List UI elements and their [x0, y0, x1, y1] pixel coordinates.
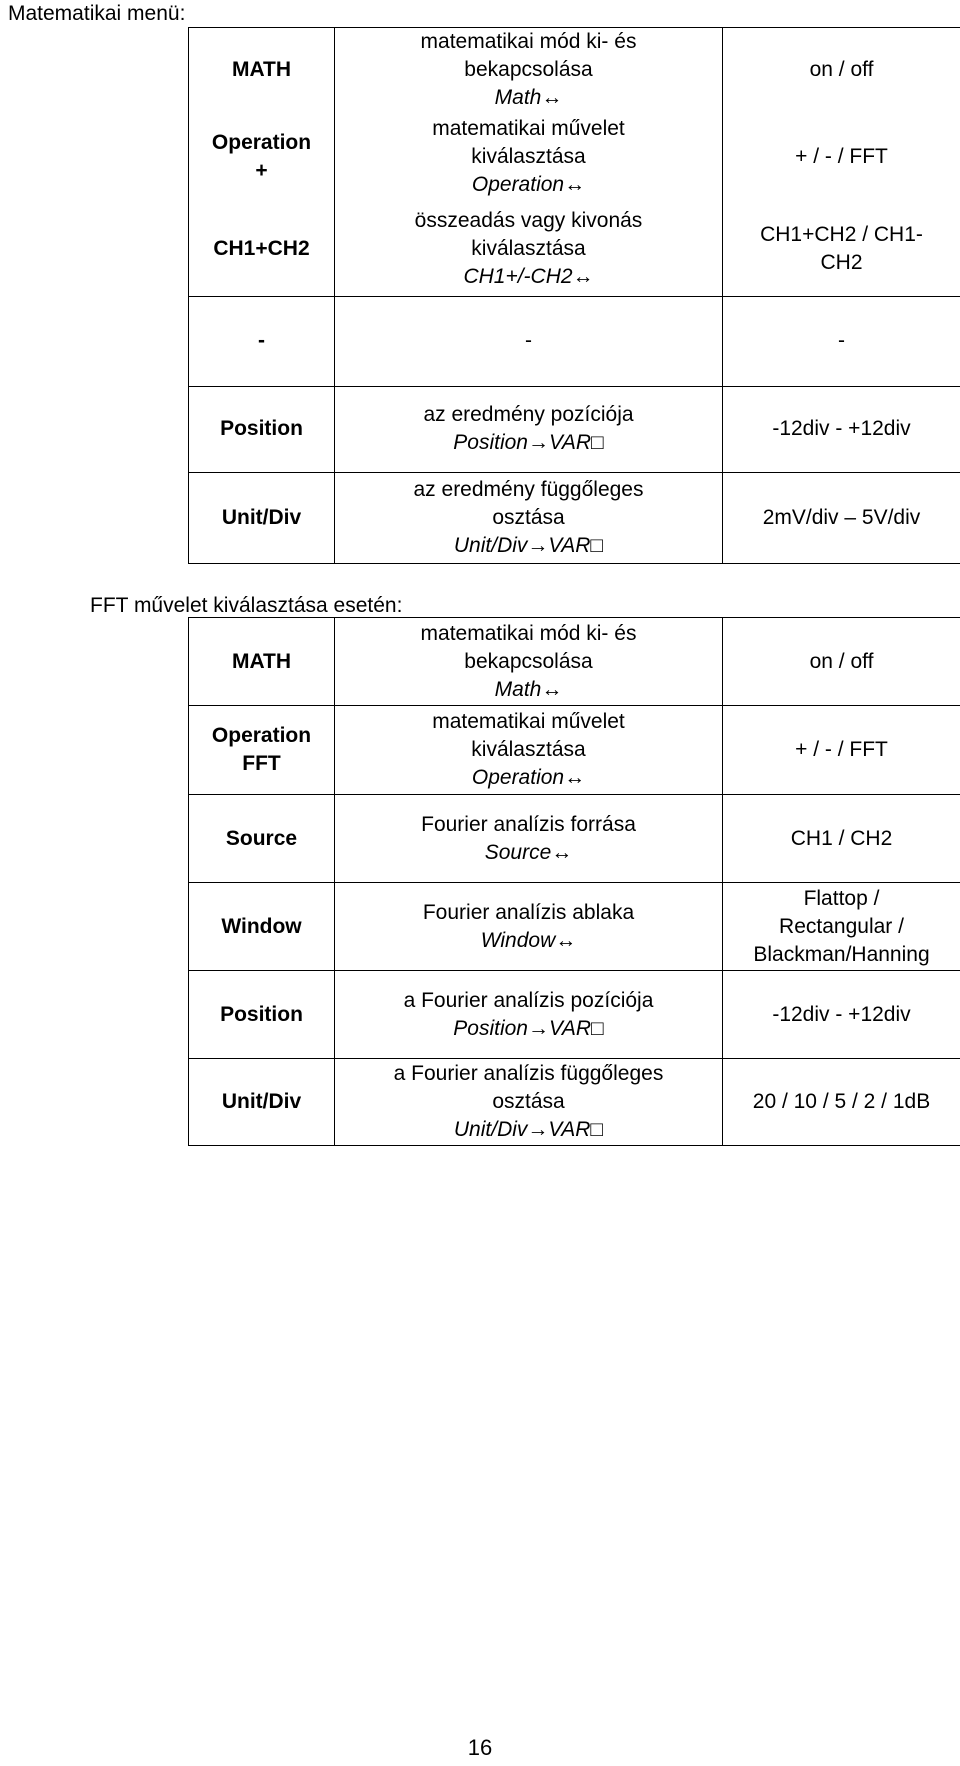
row-value: - — [723, 296, 960, 386]
row-value: CH1 / CH2 — [723, 795, 960, 883]
fft-heading: FFT művelet kiválasztása esetén: — [90, 594, 403, 617]
row-desc: a Fourier analízis függőleges osztása Unit/Div→VAR□ — [335, 1059, 723, 1146]
row-key: Operation FFT — [189, 706, 335, 795]
row-desc: matematikai művelet kiválasztása Operation↔ — [335, 112, 723, 202]
row-key: Operation + — [189, 112, 335, 202]
table-row — [189, 795, 960, 883]
table-row — [189, 706, 960, 795]
row-value: Flattop / Rectangular / Blackman/Hanning — [723, 883, 960, 971]
row-key: Window — [189, 883, 335, 971]
row-key: Source — [189, 795, 335, 883]
row-value: -12div - +12div — [723, 971, 960, 1059]
row-desc: matematikai mód ki- és bekapcsolása Math↔ — [335, 28, 723, 113]
row-key: Position — [189, 386, 335, 472]
math-menu-table — [188, 27, 960, 564]
row-value: + / - / FFT — [723, 706, 960, 795]
row-key: Unit/Div — [189, 1059, 335, 1146]
table-row — [189, 1059, 960, 1146]
table-row — [189, 618, 960, 706]
row-key: Unit/Div — [189, 472, 335, 563]
row-value: on / off — [723, 618, 960, 706]
fft-menu-table — [188, 617, 960, 1146]
table-row — [189, 28, 960, 113]
row-desc: összeadás vagy kivonás kiválasztása CH1+/-CH2↔ — [335, 202, 723, 296]
menu-heading: Matematikai menü: — [8, 2, 186, 25]
row-value: 2mV/div – 5V/div — [723, 472, 960, 563]
row-value: on / off — [723, 28, 960, 113]
row-key: - — [189, 296, 335, 386]
row-value: -12div - +12div — [723, 386, 960, 472]
row-desc: matematikai mód ki- és bekapcsolása Math↔ — [335, 618, 723, 706]
table-row — [189, 971, 960, 1059]
row-desc: Fourier analízis forrása Source↔ — [335, 795, 723, 883]
row-key: MATH — [189, 28, 335, 113]
row-value: CH1+CH2 / CH1- CH2 — [723, 202, 960, 296]
table-row — [189, 386, 960, 472]
row-desc: - — [335, 296, 723, 386]
table-row — [189, 883, 960, 971]
row-desc: matematikai művelet kiválasztása Operation↔ — [335, 706, 723, 795]
table-row — [189, 202, 960, 296]
row-desc: a Fourier analízis pozíciója Position→VAR□ — [335, 971, 723, 1059]
page-number: 16 — [467, 1735, 493, 1760]
row-desc: Fourier analízis ablaka Window↔ — [335, 883, 723, 971]
row-desc: az eredmény pozíciója Position→VAR□ — [335, 386, 723, 472]
table-row — [189, 472, 960, 563]
table-row — [189, 296, 960, 386]
row-value: 20 / 10 / 5 / 2 / 1dB — [723, 1059, 960, 1146]
row-desc: az eredmény függőleges osztása Unit/Div→VAR□ — [335, 472, 723, 563]
table-row — [189, 112, 960, 202]
row-key: CH1+CH2 — [189, 202, 335, 296]
row-value: + / - / FFT — [723, 112, 960, 202]
row-key: Position — [189, 971, 335, 1059]
row-key: MATH — [189, 618, 335, 706]
